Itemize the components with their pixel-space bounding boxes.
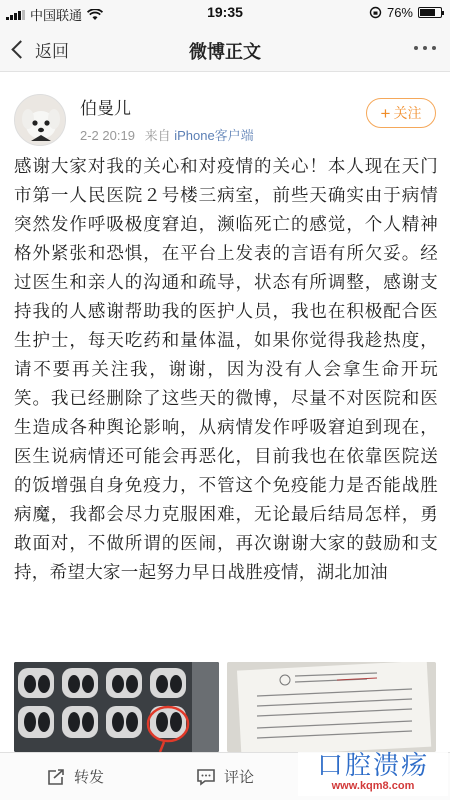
follow-label: 关注	[393, 105, 422, 121]
post-images	[14, 662, 436, 752]
source-prefix: 来自	[144, 128, 171, 143]
post-date: 2-2 20:19	[80, 128, 135, 143]
post-image-hospital-document[interactable]	[227, 662, 436, 752]
status-bar	[0, 0, 450, 26]
more-dot-icon	[432, 46, 436, 50]
nav-bar	[0, 26, 450, 72]
comment-label: 评论	[223, 769, 254, 786]
battery-icon	[418, 7, 442, 18]
watermark-url: www.kqm8.com	[331, 780, 415, 792]
back-label: 返回	[35, 42, 69, 61]
more-options-button[interactable]	[414, 46, 436, 50]
watermark-main: 口腔溃疡	[316, 751, 429, 780]
ct-scan-image	[14, 662, 219, 752]
follow-button[interactable]	[366, 98, 436, 128]
more-dot-icon	[423, 46, 427, 50]
carrier-label: 中国联通	[30, 8, 83, 23]
post-meta	[80, 125, 254, 144]
orientation-lock-icon	[369, 6, 382, 19]
plus-icon: +	[380, 103, 391, 123]
page-title: 微博正文	[189, 42, 261, 62]
post-body: 感谢大家对我的关心和对疫情的关心！本人现在天门市第一人民医院２号楼三病室，前些天确实由于病情突然发作呼吸极度窘迫，濒临死亡的感觉，个人精神格外紧张和恐惧，在平台上发表的言语有所欠妥。经过医生和亲人的沟通和疏导，状态有所调整，感谢支持我的人感谢帮助我的医护人员，我也在积极配合医生护士，每天吃药和量体温，如果你觉得我趁热度，请不要再关注我，谢谢，因为没有人会拿生命开玩笑。我已经删除了这些天的微博，尽量不对医院和医生造成各种舆论影响，从病情发作呼吸窘迫到现在，医生说病情还可能会再恶化，目前我也在依靠医院送的饭增强自身免疫力，不管这个免疫能力是否能战胜病魔，我都会尽力克服困难，无论最后结局怎样，勇敢面对，不做所谓的医闹，再次谢谢大家的鼓励和支持，希望大家一起努力早日战胜疫情，湖北加油	[14, 156, 438, 582]
battery-percent: 76%	[386, 5, 413, 20]
watermark	[298, 752, 448, 796]
status-time: 19:35	[207, 4, 243, 20]
author-name[interactable]: 伯曼儿	[80, 99, 131, 118]
battery-fill	[420, 9, 435, 16]
status-right	[369, 5, 442, 20]
post-image-ct-scans[interactable]	[14, 662, 219, 752]
more-dot-icon	[414, 46, 418, 50]
comment-icon	[196, 768, 216, 786]
dog-avatar-icon	[15, 95, 66, 146]
repost-button[interactable]	[0, 753, 150, 800]
comment-button[interactable]	[150, 753, 300, 800]
post-source-link[interactable]: iPhone客户端	[174, 128, 254, 143]
avatar[interactable]	[14, 94, 66, 146]
repost-icon	[46, 768, 66, 786]
author-header	[0, 80, 450, 150]
hospital-document-image	[227, 662, 436, 752]
repost-label: 转发	[73, 769, 104, 786]
